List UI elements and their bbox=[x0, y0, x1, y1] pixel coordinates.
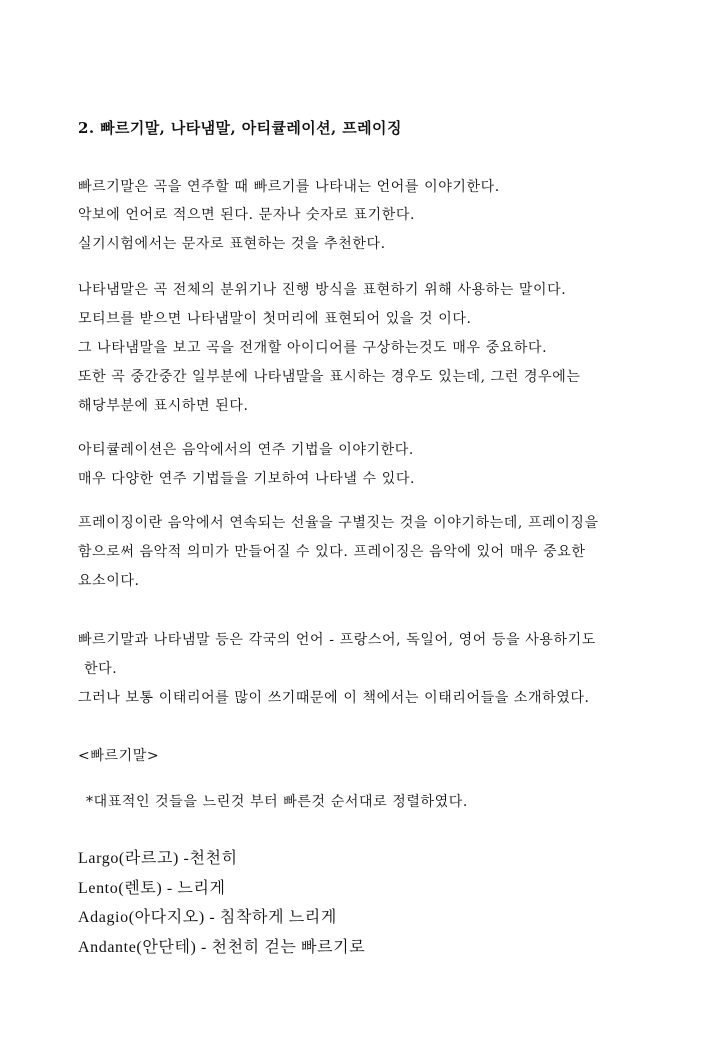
paragraph-line: 아티큘레이션은 음악에서의 연주 기법을 이야기한다. bbox=[78, 442, 414, 458]
paragraph-line: 실기시험에서는 문자로 표현하는 것을 추천한다. bbox=[78, 236, 386, 252]
paragraph-line: 그러나 보통 이태리어를 많이 쓰기때문에 이 책에서는 이태리어들을 소개하였다. bbox=[78, 690, 590, 706]
note-line: *대표적인 것들을 느린것 부터 빠른것 순서대로 정렬하였다. bbox=[86, 794, 468, 810]
paragraph-line: 해당부분에 표시하면 된다. bbox=[78, 398, 249, 414]
paragraph-line: 그 나타냄말을 보고 곡을 전개할 아이디어를 구상하는것도 매우 중요하다. bbox=[78, 340, 548, 356]
tempo-term: Andante(안단테) - 천천히 걷는 빠르기로 bbox=[78, 939, 366, 956]
paragraph-line: 또한 곡 중간중간 일부분에 나타냄말을 표시하는 경우도 있는데, 그런 경우에는 bbox=[78, 369, 581, 385]
paragraph-line: 빠르기말은 곡을 연주할 때 빠르기를 나타내는 언어를 이야기한다. bbox=[78, 179, 500, 195]
tempo-term: Lento(렌토) - 느리게 bbox=[78, 880, 226, 897]
paragraph-line: 한다. bbox=[84, 661, 118, 677]
tempo-term: Adagio(아다지오) - 침착하게 느리게 bbox=[78, 909, 337, 926]
subsection-title: <빠르기말> bbox=[78, 748, 160, 764]
paragraph-line: 매우 다양한 연주 기법들을 기보하여 나타낼 수 있다. bbox=[78, 471, 416, 487]
paragraph-line: 빠르기말과 나타냄말 등은 각국의 언어 - 프랑스어, 독일어, 영어 등을 사용하기도 bbox=[78, 632, 596, 648]
paragraph-line: 나타냄말은 곡 전체의 분위기나 진행 방식을 표현하기 위해 사용하는 말이다. bbox=[78, 282, 567, 298]
paragraph-line: 악보에 언어로 적으면 된다. 문자나 숫자로 표기한다. bbox=[78, 207, 416, 223]
paragraph-line: 모티브를 받으면 나타냄말이 첫머리에 표현되어 있을 것 이다. bbox=[78, 311, 472, 327]
paragraph-line: 요소이다. bbox=[78, 573, 140, 589]
section-heading: 2. 빠르기말, 나타냄말, 아티큘레이션, 프레이징 bbox=[78, 119, 402, 137]
paragraph-line: 프레이징이란 음악에서 연속되는 선율을 구별짓는 것을 이야기하는데, 프레이징을 bbox=[78, 515, 599, 531]
paragraph-line: 함으로써 음악적 의미가 만들어질 수 있다. 프레이징은 음악에 있어 매우 중요한 bbox=[78, 544, 586, 560]
tempo-term: Largo(라르고) -천천히 bbox=[78, 850, 238, 867]
